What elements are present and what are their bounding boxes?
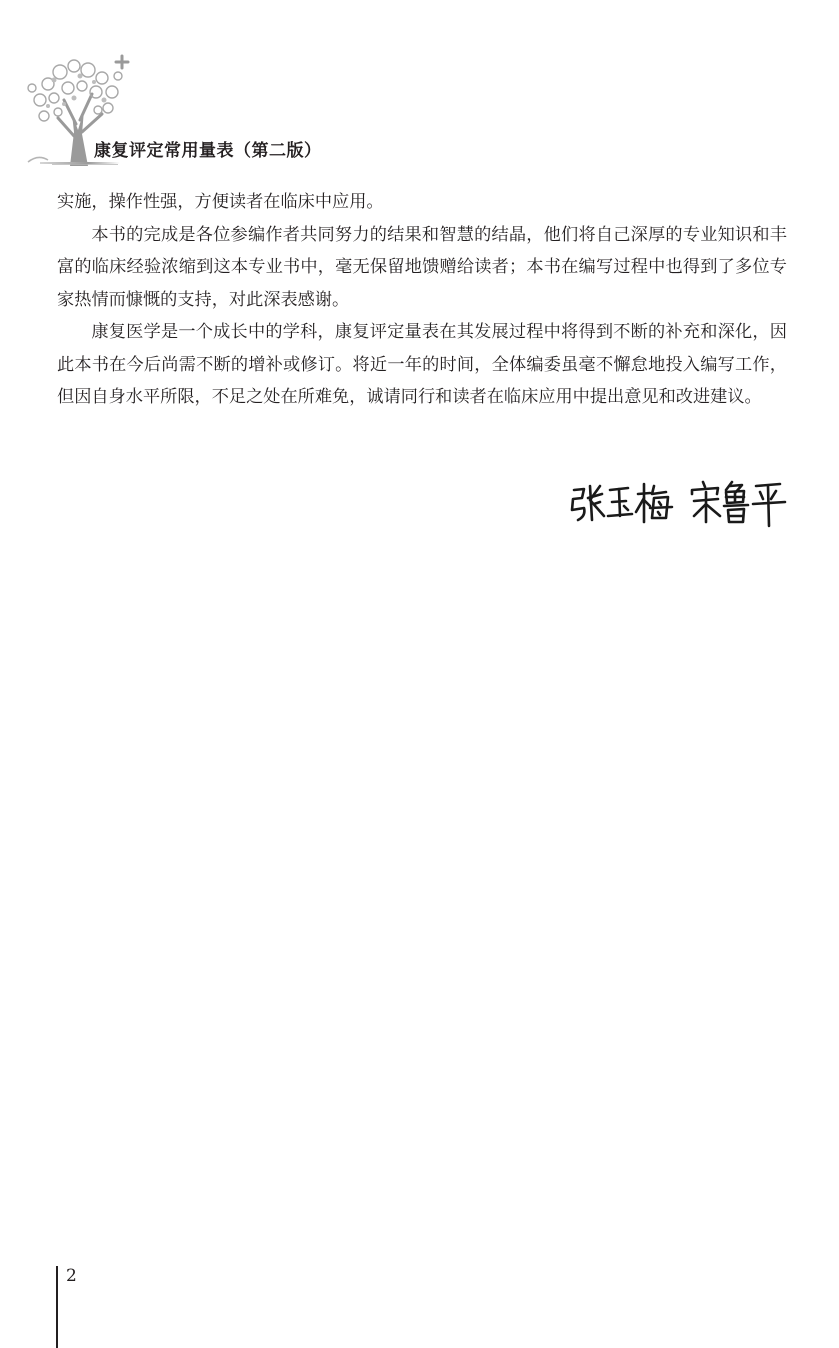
book-title: 康复评定常用量表（第二版） <box>94 141 322 161</box>
preface-body <box>57 186 787 414</box>
page-header <box>0 0 839 175</box>
paragraph: 康复医学是一个成长中的学科，康复评定量表在其发展过程中将得到不断的补充和深化，因此本书在今后尚需不断的增补或修订。将近一年的时间，全体编委虽毫不懈怠地投入编写工作，但因自身水平所限，不足之处在所难免，诚请同行和读者在临床应用中提出意见和改进建议。 <box>57 322 787 407</box>
paragraph: 本书的完成是各位参编作者共同努力的结果和智慧的结晶，他们将自己深厚的专业知识和丰富的临床经验浓缩到这本专业书中，毫无保留地馈赠给读者；本书在编写过程中也得到了多位专家热情而慷慨的支持，对此深表感谢。 <box>57 224 787 310</box>
header-divider <box>40 162 120 164</box>
footer-rule <box>56 1266 58 1348</box>
paragraph: 实施，操作性强，方便读者在临床中应用。 <box>57 192 384 212</box>
page-number: 2 <box>66 1266 77 1286</box>
handwritten-signature <box>560 472 790 532</box>
